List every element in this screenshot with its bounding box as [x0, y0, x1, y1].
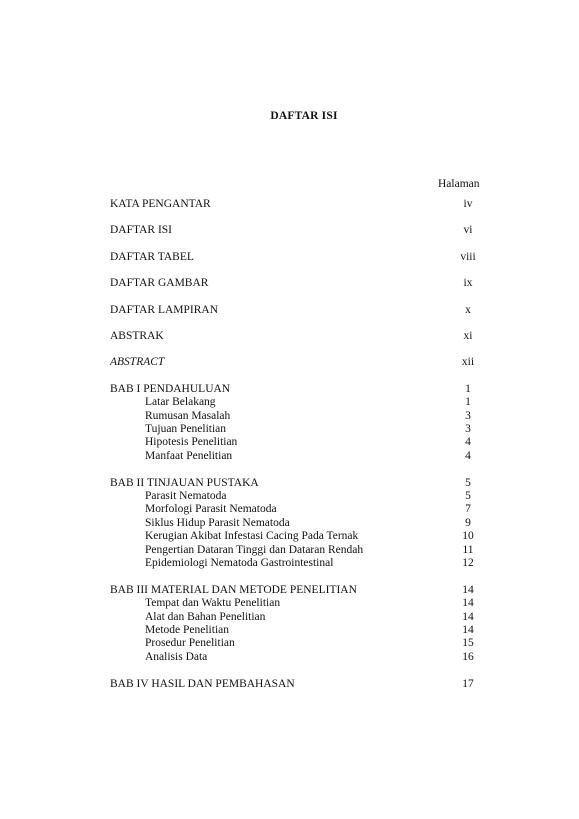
toc-entry-label: Kerugian Akibat Infestasi Cacing Pada Ternak: [145, 530, 359, 543]
toc-entry: [110, 383, 504, 396]
toc-entry: [110, 277, 504, 290]
toc-entry-page-number: 15: [462, 637, 474, 650]
toc-entry-label: Hipotesis Penelitian: [145, 436, 238, 449]
table-of-contents: [110, 198, 504, 691]
toc-entry-page-number: 14: [462, 597, 474, 610]
toc-entry-page-number: xii: [461, 356, 475, 369]
toc-entry-page-number: 3: [465, 422, 471, 435]
toc-entry-page-number: 1: [465, 396, 471, 409]
toc-entry-page-number: 16: [462, 650, 474, 663]
toc-entry-page-number: 11: [462, 543, 474, 556]
toc-entry-label: Analisis Data: [145, 650, 208, 663]
page-column-header: Halaman: [438, 178, 480, 190]
toc-entry-label: ABSTRAK: [110, 329, 164, 342]
toc-entry-page-number: xi: [463, 329, 473, 342]
spacer: [110, 211, 504, 224]
toc-subentry: [110, 637, 504, 650]
spacer: [110, 463, 504, 477]
toc-entry-label: Prosedur Penelitian: [145, 637, 235, 650]
toc-entry-label: Pengertian Dataran Tinggi dan Dataran Rendah: [145, 543, 364, 556]
toc-entry-label: Epidemiologi Nematoda Gastrointestinal: [145, 556, 334, 569]
toc-entry-label: Tujuan Penelitian: [145, 422, 227, 435]
toc-entry-label: Alat dan Bahan Penelitian: [145, 610, 266, 623]
toc-entry-page-number: 4: [465, 449, 471, 462]
spacer: [110, 370, 504, 383]
spacer: [110, 664, 504, 678]
toc-entry-label: KATA PENGANTAR: [110, 198, 211, 210]
toc-entry: [110, 584, 504, 597]
toc-entry-page-number: 10: [462, 530, 474, 543]
spacer: [110, 317, 504, 330]
toc-entry-label: ABSTRACT: [110, 356, 165, 369]
toc-entry-label: Morfologi Parasit Nematoda: [145, 503, 277, 516]
toc-entry: [110, 198, 504, 211]
toc-subentry: [110, 436, 504, 449]
toc-entry-label: BAB III MATERIAL DAN METODE PENELITIAN: [110, 583, 357, 596]
toc-subentry: [110, 651, 504, 664]
toc-entry-page-number: viii: [460, 250, 476, 263]
page-title: DAFTAR ISI: [270, 110, 338, 122]
toc-entry-page-number: 1: [465, 382, 471, 395]
toc-entry: [110, 678, 504, 691]
toc-subentry: [110, 544, 504, 557]
toc-subentry: [110, 503, 504, 516]
spacer: [110, 264, 504, 277]
toc-entry-label: BAB I PENDAHULUAN: [110, 382, 231, 395]
toc-entry-page-number: vi: [463, 224, 473, 237]
toc-subentry: [110, 423, 504, 436]
toc-entry: [110, 304, 504, 317]
toc-entry-page-number: 17: [462, 677, 474, 690]
toc-entry-label: Siklus Hidup Parasit Nematoda: [145, 516, 290, 529]
toc-entry-page-number: 9: [465, 516, 471, 529]
toc-entry-page-number: x: [465, 303, 471, 316]
toc-entry-label: Rumusan Masalah: [145, 409, 231, 422]
toc-entry: [110, 356, 504, 369]
toc-entry: [110, 224, 504, 237]
toc-entry: [110, 330, 504, 343]
toc-subentry: [110, 396, 504, 409]
toc-entry-page-number: ix: [463, 277, 473, 290]
toc-entry-label: Tempat dan Waktu Penelitian: [145, 597, 281, 610]
toc-entry-page-number: 12: [462, 556, 474, 569]
toc-entry-page-number: 4: [465, 436, 471, 449]
toc-entry-label: Manfaat Penelitian: [145, 449, 233, 462]
spacer: [110, 238, 504, 251]
toc-entry: [110, 251, 504, 264]
toc-subentry: [110, 530, 504, 543]
toc-subentry: [110, 517, 504, 530]
toc-entry-label: DAFTAR ISI: [110, 224, 173, 237]
toc-entry-label: Parasit Nematoda: [145, 489, 227, 502]
toc-entry-page-number: 5: [465, 489, 471, 502]
toc-entry-label: DAFTAR GAMBAR: [110, 277, 209, 290]
toc-subentry: [110, 450, 504, 463]
spacer: [110, 343, 504, 356]
toc-entry-label: DAFTAR LAMPIRAN: [110, 303, 219, 316]
toc-subentry: [110, 624, 504, 637]
toc-entry-page-number: 7: [465, 503, 471, 516]
toc-entry-page-number: 5: [465, 476, 471, 489]
toc-subentry: [110, 597, 504, 610]
toc-entry-label: Latar Belakang: [145, 396, 216, 409]
toc-subentry: [110, 557, 504, 570]
toc-entry: [110, 477, 504, 490]
toc-subentry: [110, 410, 504, 423]
spacer: [110, 291, 504, 304]
toc-subentry: [110, 611, 504, 624]
toc-entry-page-number: 14: [462, 583, 474, 596]
toc-entry-page-number: iv: [463, 198, 473, 210]
spacer: [110, 570, 504, 584]
toc-entry-page-number: 3: [465, 409, 471, 422]
toc-entry-page-number: 14: [462, 623, 474, 636]
toc-entry-label: Metode Penelitian: [145, 623, 229, 636]
toc-subentry: [110, 490, 504, 503]
toc-entry-label: BAB II TINJAUAN PUSTAKA: [110, 476, 259, 489]
toc-entry-page-number: 14: [462, 610, 474, 623]
toc-entry-label: DAFTAR TABEL: [110, 250, 194, 263]
toc-entry-label: BAB IV HASIL DAN PEMBAHASAN: [110, 677, 295, 690]
